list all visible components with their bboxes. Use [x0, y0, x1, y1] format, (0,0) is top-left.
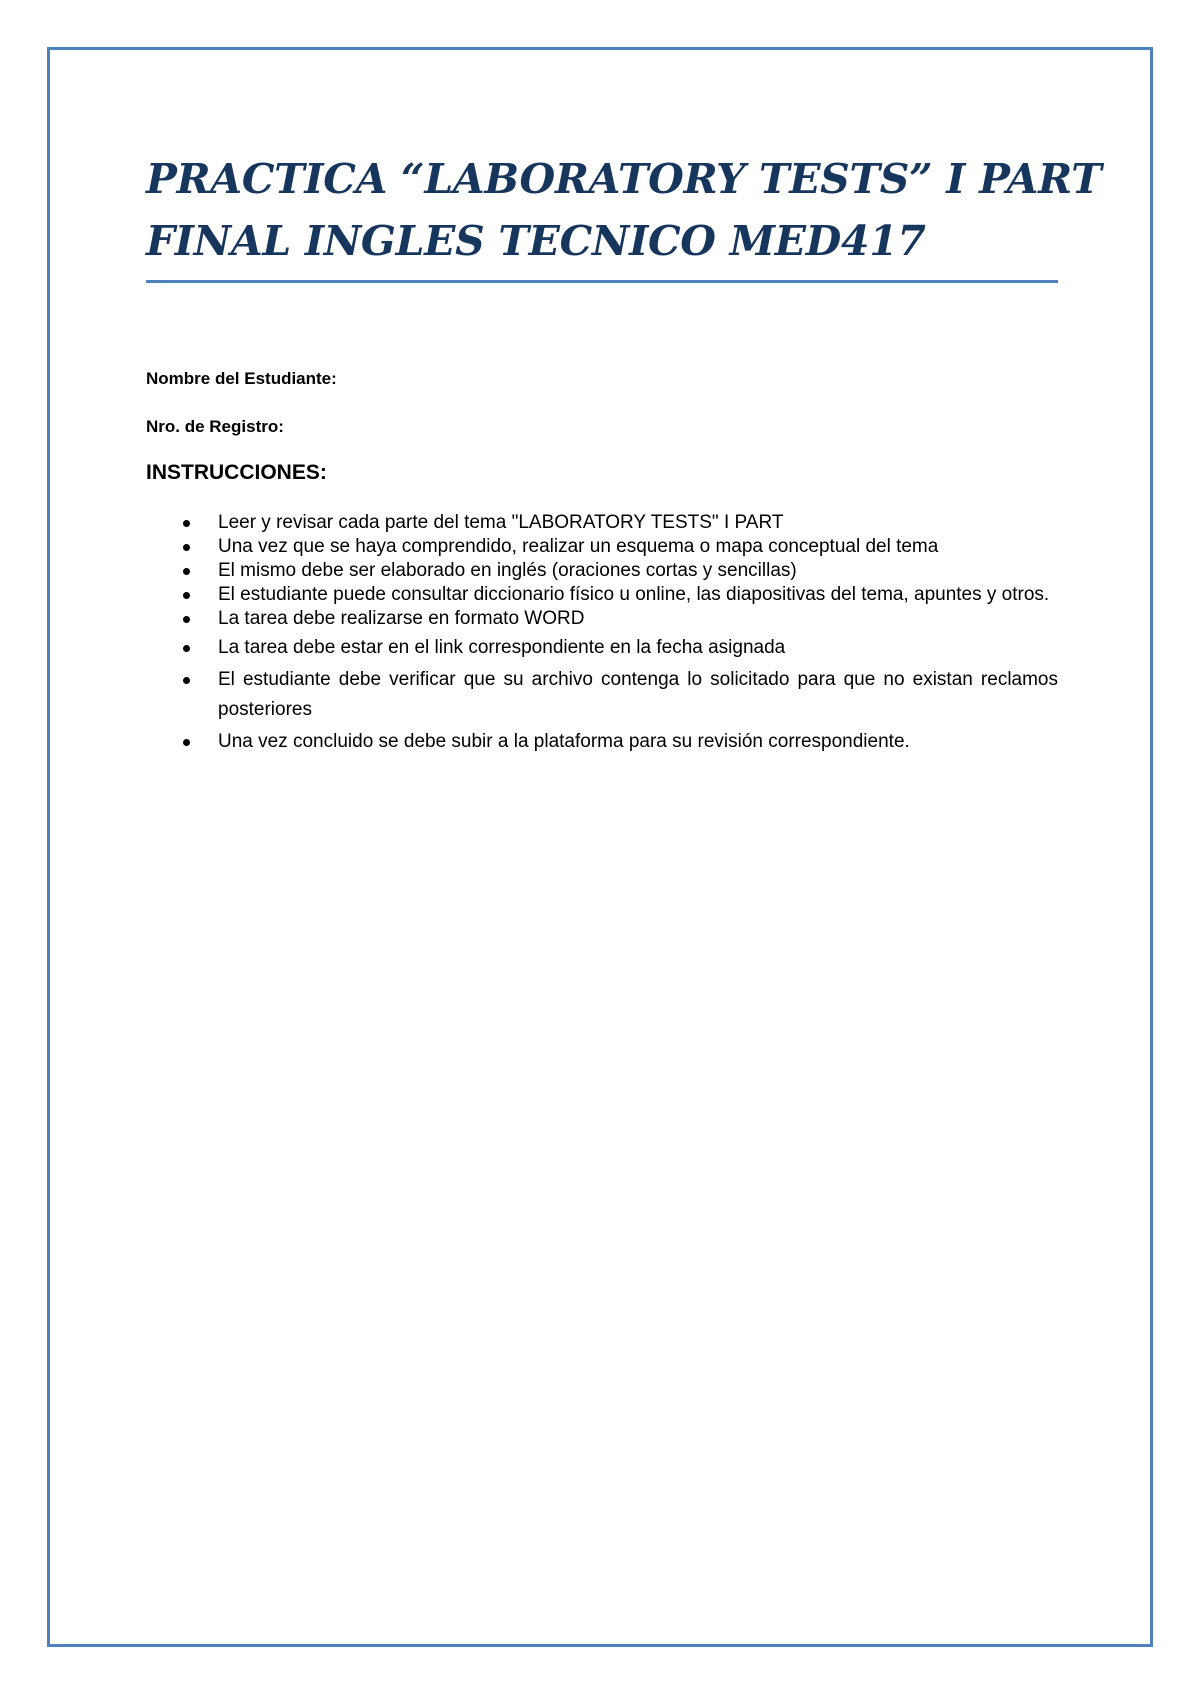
bullet-icon — [183, 616, 190, 623]
title-line-2: FINAL INGLES TECNICO MED417 — [146, 217, 926, 265]
bullet-icon — [183, 544, 190, 551]
instruction-item — [146, 636, 1058, 660]
bullet-icon — [183, 568, 190, 575]
instruction-item — [146, 559, 1058, 583]
instruction-text: La tarea debe estar en el link correspondiente en la fecha asignada — [218, 637, 786, 658]
instruction-item — [146, 730, 1058, 754]
instruction-text: La tarea debe realizarse en formato WORD — [218, 608, 585, 629]
instruction-text: Una vez que se haya comprendido, realizar un esquema o mapa conceptual del tema — [218, 536, 939, 557]
instruction-item — [146, 583, 1058, 607]
instruction-text: Una vez concluido se debe subir a la plataforma para su revisión correspondiente. — [218, 731, 910, 752]
title-line-1: PRACTICA “LABORATORY TESTS” I PART — [146, 155, 1102, 203]
student-name-label: Nombre del Estudiante: — [146, 369, 337, 388]
bullet-icon — [183, 677, 190, 684]
bullet-icon — [183, 592, 190, 599]
bullet-icon — [183, 520, 190, 527]
bullet-icon — [183, 645, 190, 652]
instruction-text: Leer y revisar cada parte del tema "LABORATORY TESTS" I PART — [218, 512, 784, 533]
instructions-list — [146, 511, 1058, 754]
instruction-item — [146, 511, 1058, 535]
document-body — [146, 148, 1102, 754]
instructions-heading: INSTRUCCIONES: — [146, 461, 327, 484]
instruction-item — [146, 535, 1058, 559]
instruction-text: El mismo debe ser elaborado en inglés (oraciones cortas y sencillas) — [218, 560, 797, 581]
bullet-icon — [183, 739, 190, 746]
instruction-item — [146, 665, 1058, 725]
document-title — [146, 148, 1102, 283]
instruction-text: El estudiante debe verificar que su archivo contenga lo solicitado para que no existan reclamos posteriores — [218, 669, 1058, 720]
registration-number-label: Nro. de Registro: — [146, 417, 284, 436]
instruction-item — [146, 607, 1058, 631]
instruction-text: El estudiante puede consultar diccionario físico u online, las diapositivas del tema, apuntes y otros. — [218, 584, 1050, 605]
